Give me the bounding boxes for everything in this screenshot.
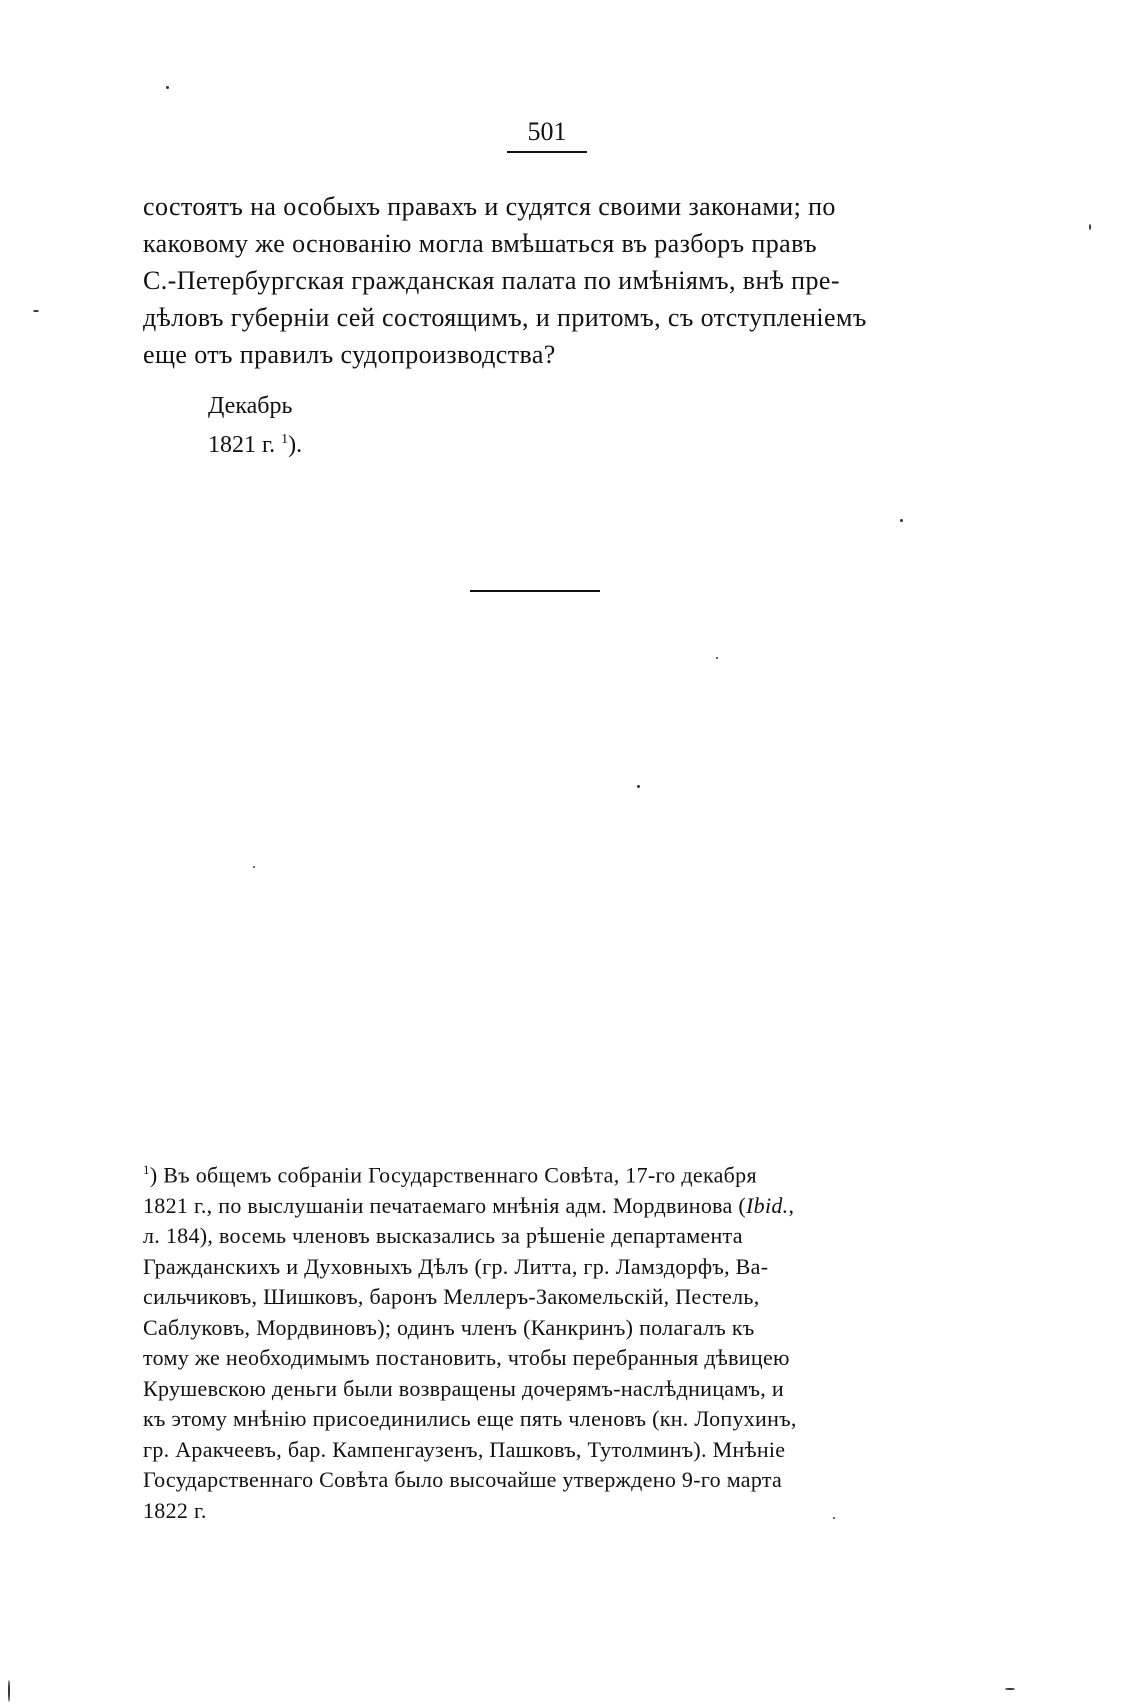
footnote-line (143, 1155, 930, 1191)
body-line: состоятъ на особыхъ правахъ и судятся своими законами; по (143, 192, 836, 221)
scan-speck (900, 519, 903, 522)
scan-speck (33, 310, 39, 312)
footnote-line: Крушевскою деньги были возвращены дочерямъ-наслѣдницамъ, и (143, 1375, 784, 1401)
body-line: каковому же основанію могла вмѣшаться въ разборъ правъ (143, 229, 817, 258)
page-number: 501 (507, 117, 587, 153)
footnote-line: 1822 г. (143, 1497, 207, 1523)
date-year: 1821 г. (208, 432, 276, 458)
footnote-italic-ref: Ibid. (746, 1192, 789, 1218)
footnote-line: тому же необходимымъ постановить, чтобы перебранныя дѣвицею (143, 1345, 790, 1371)
date-year-line (208, 423, 302, 462)
body-line: еще отъ правилъ судопроизводства? (143, 340, 556, 369)
footnote-line: л. 184), восемь членовъ высказались за рѣшеніе департамента (143, 1223, 743, 1249)
main-paragraph (143, 188, 933, 373)
date-signature (208, 390, 302, 462)
footnote-line: къ этому мнѣнію присоединились еще пять членовъ (кн. Лопухинъ, (143, 1406, 797, 1432)
footnote-line (143, 1191, 930, 1222)
date-month: Декабрь (208, 393, 293, 419)
footnote-line: Гражданскихъ и Духовныхъ Дѣлъ (гр. Литта, гр. Ламздорфъ, Ва- (143, 1253, 769, 1279)
footnote-line-text: , (788, 1192, 795, 1218)
body-line: С.-Петербургская гражданская палата по имѣніямъ, внѣ пре- (143, 266, 840, 295)
section-divider (470, 590, 600, 592)
footnote-line-text: 1821 г., по выслушаніи печатаемаго мнѣнія адм. Мордвинова ( (143, 1192, 747, 1218)
scan-speck (1005, 1688, 1015, 1690)
footnote-line: гр. Аракчеевъ, бар. Кампенгаузенъ, Пашковъ, Тутолминъ). Мнѣніе (143, 1436, 786, 1462)
footnote-line: Государственнаго Совѣта было высочайше утверждено 9-го марта (143, 1467, 783, 1493)
scan-speck (833, 1517, 835, 1519)
scan-speck (8, 1680, 10, 1702)
scan-speck (166, 86, 169, 89)
scan-speck (1089, 224, 1091, 230)
footnote-line: сильчиковъ, Шишковъ, баронъ Меллеръ-Закомельскій, Пестель, (143, 1284, 760, 1310)
footnote (143, 1155, 930, 1526)
body-line: дѣловъ губерніи сей состоящимъ, и притомъ, съ отступленіемъ (143, 303, 867, 332)
footnote-marker: 1 (143, 1162, 150, 1177)
scan-speck (716, 657, 718, 659)
scan-speck (253, 866, 255, 868)
date-closing: ). (288, 432, 303, 458)
footnote-line: Саблуковъ, Мордвиновъ); одинъ членъ (Канкринъ) полагалъ къ (143, 1314, 755, 1340)
footnote-reference: 1 (281, 432, 289, 447)
scan-speck (637, 785, 640, 788)
footnote-line-text: ) Въ общемъ собраніи Государственнаго Совѣта, 17-го декабря (149, 1162, 757, 1188)
